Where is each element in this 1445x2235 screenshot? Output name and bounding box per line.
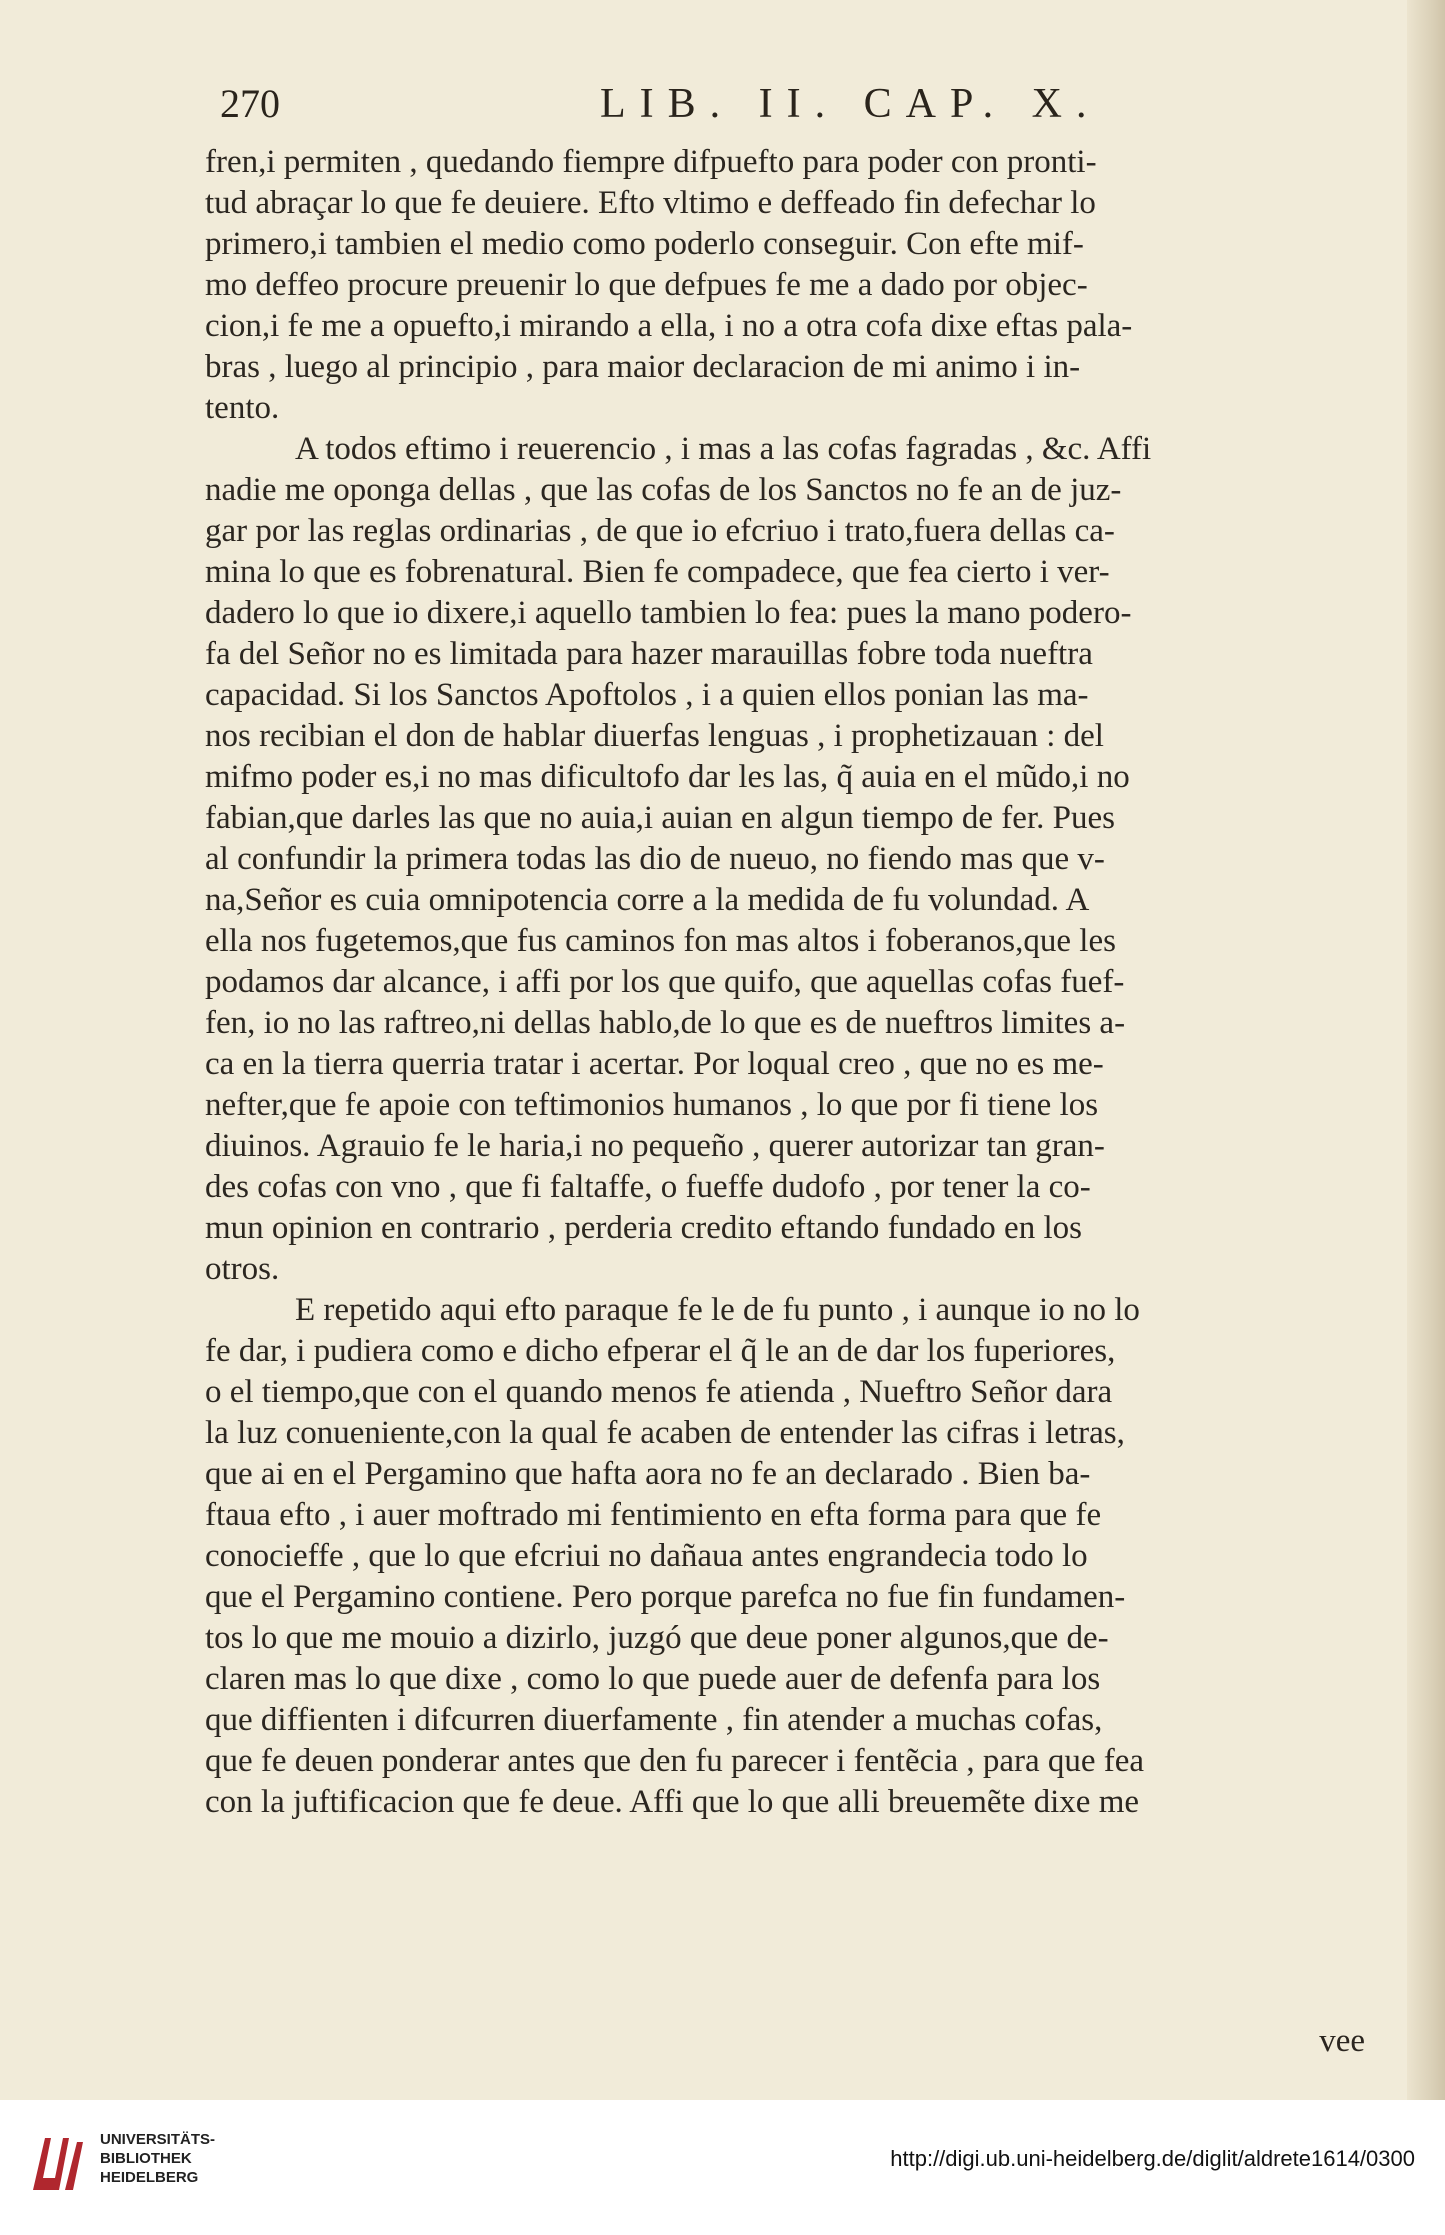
text-line: ella nos fugetemos,que fus caminos fon mas altos i foberanos,que les bbox=[205, 923, 1116, 959]
text-line: primero,i tambien el medio como poderlo conseguir. Con efte mif- bbox=[205, 226, 1084, 262]
text-line: fren,i permiten , quedando fiempre difpuefto para poder con pronti- bbox=[205, 144, 1097, 180]
text-line: bras , luego al principio , para maior declaracion de mi animo i in- bbox=[205, 349, 1081, 385]
library-name-line: HEIDELBERG bbox=[100, 2169, 199, 2186]
text-line: que diffienten i difcurren diuerfamente , fin atender a muchas cofas, bbox=[205, 1702, 1103, 1738]
library-name-line: BIBLIOTHEK bbox=[100, 2150, 192, 2167]
text-line: mun opinion en contrario , perderia credito eftando fundado en los bbox=[205, 1210, 1082, 1246]
text-line: nadie me oponga dellas , que las cofas de los Sanctos no fe an de juz- bbox=[205, 472, 1122, 508]
text-line: nos recibian el don de hablar diuerfas lenguas , i prophetizauan : del bbox=[205, 718, 1104, 754]
text-line: diuinos. Agrauio fe le haria,i no pequeño , querer autorizar tan gran- bbox=[205, 1128, 1105, 1164]
text-line: mifmo poder es,i no mas dificultofo dar les las, q̃ auia en el mũdo,i no bbox=[205, 759, 1130, 795]
source-url-link[interactable]: http://digi.ub.uni-heidelberg.de/diglit/aldrete1614/0300 bbox=[890, 2146, 1415, 2171]
text-line: fen, io no las raftreo,ni dellas hablo,de lo que es de nueftros limites a- bbox=[205, 1005, 1126, 1041]
text-line: gar por las reglas ordinarias , de que io efcriuo i trato,fuera dellas ca- bbox=[205, 513, 1115, 549]
text-line: mina lo que es fobrenatural. Bien fe compadece, que fea cierto i ver- bbox=[205, 554, 1110, 590]
text-line: que el Pergamino contiene. Pero porque parefca no fue fin fundamen- bbox=[205, 1579, 1126, 1615]
page-fold-shadow bbox=[1407, 0, 1445, 2100]
text-line: tos lo que me mouio a dizirlo, juzgó que deue poner algunos,que de- bbox=[205, 1620, 1109, 1656]
text-line: des cofas con vno , que fi faltaffe, o fueffe dudofo , por tener la co- bbox=[205, 1169, 1091, 1205]
text-line: fe dar, i pudiera como e dicho efperar el q̃ le an de dar los fuperiores, bbox=[205, 1333, 1116, 1369]
text-line: que fe deuen ponderar antes que den fu parecer i fentẽcia , para que fea bbox=[205, 1743, 1145, 1779]
text-line: na,Señor es cuia omnipotencia corre a la medida de fu volundad. A bbox=[205, 882, 1090, 918]
text-line: E repetido aqui efto paraque fe le de fu punto , i aunque io no lo bbox=[295, 1292, 1140, 1328]
page-header bbox=[220, 80, 1400, 140]
library-name bbox=[100, 2130, 215, 2187]
text-line: mo deffeo procure preuenir lo que defpues fe me a dado por objec- bbox=[205, 267, 1088, 303]
text-line: la luz conueniente,con la qual fe acaben de entender las cifras i letras, bbox=[205, 1415, 1125, 1451]
library-name-line: UNIVERSITÄTS- bbox=[100, 2131, 216, 2148]
text-line: ca en la tierra querria tratar i acertar. Por loqual creo , que no es me- bbox=[205, 1046, 1104, 1082]
text-line: otros. bbox=[205, 1251, 280, 1287]
page-number: 270 bbox=[220, 81, 280, 126]
text-line: nefter,que fe apoie con teftimonios humanos , lo que por fi tiene los bbox=[205, 1087, 1099, 1123]
text-line: fa del Señor no es limitada para hazer marauillas fobre toda nueftra bbox=[205, 636, 1093, 672]
text-line: conocieffe , que lo que efcriui no dañaua antes engrandecia todo lo bbox=[205, 1538, 1088, 1574]
text-line: ftaua efto , i auer moftrado mi fentimiento en efta forma para que fe bbox=[205, 1497, 1102, 1533]
running-title: LIB. II. CAP. X. bbox=[600, 81, 1101, 127]
library-logo-icon bbox=[25, 2128, 95, 2198]
text-line: fabian,que darles las que no auia,i auian en algun tiempo de fer. Pues bbox=[205, 800, 1115, 836]
text-line: tud abraçar lo que fe deuiere. Efto vltimo e deffeado fin defechar lo bbox=[205, 185, 1096, 221]
catchword: vee bbox=[1319, 2023, 1365, 2059]
footer-bar bbox=[0, 2100, 1445, 2235]
text-line: cion,i fe me a opuefto,i mirando a ella, i no a otra cofa dixe eftas pala- bbox=[205, 308, 1133, 344]
body-text bbox=[205, 142, 1380, 1823]
text-line: capacidad. Si los Sanctos Apoftolos , i a quien ellos ponian las ma- bbox=[205, 677, 1089, 713]
text-line: que ai en el Pergamino que hafta aora no fe an declarado . Bien ba- bbox=[205, 1456, 1091, 1492]
text-line: podamos dar alcance, i affi por los que quifo, que aquellas cofas fuef- bbox=[205, 964, 1125, 1000]
text-line: claren mas lo que dixe , como lo que puede auer de defenfa para los bbox=[205, 1661, 1101, 1697]
text-line: A todos eftimo i reuerencio , i mas a las cofas fagradas , &c. Affi bbox=[295, 431, 1152, 467]
text-line: tento. bbox=[205, 390, 280, 426]
text-line: dadero lo que io dixere,i aquello tambien lo fea: pues la mano podero- bbox=[205, 595, 1132, 631]
text-line: o el tiempo,que con el quando menos fe atienda , Nueftro Señor dara bbox=[205, 1374, 1113, 1410]
text-line: al confundir la primera todas las dio de nueuo, no fiendo mas que v- bbox=[205, 841, 1105, 877]
text-line: con la juftificacion que fe deue. Affi que lo que alli breuemẽte dixe me bbox=[205, 1784, 1140, 1820]
